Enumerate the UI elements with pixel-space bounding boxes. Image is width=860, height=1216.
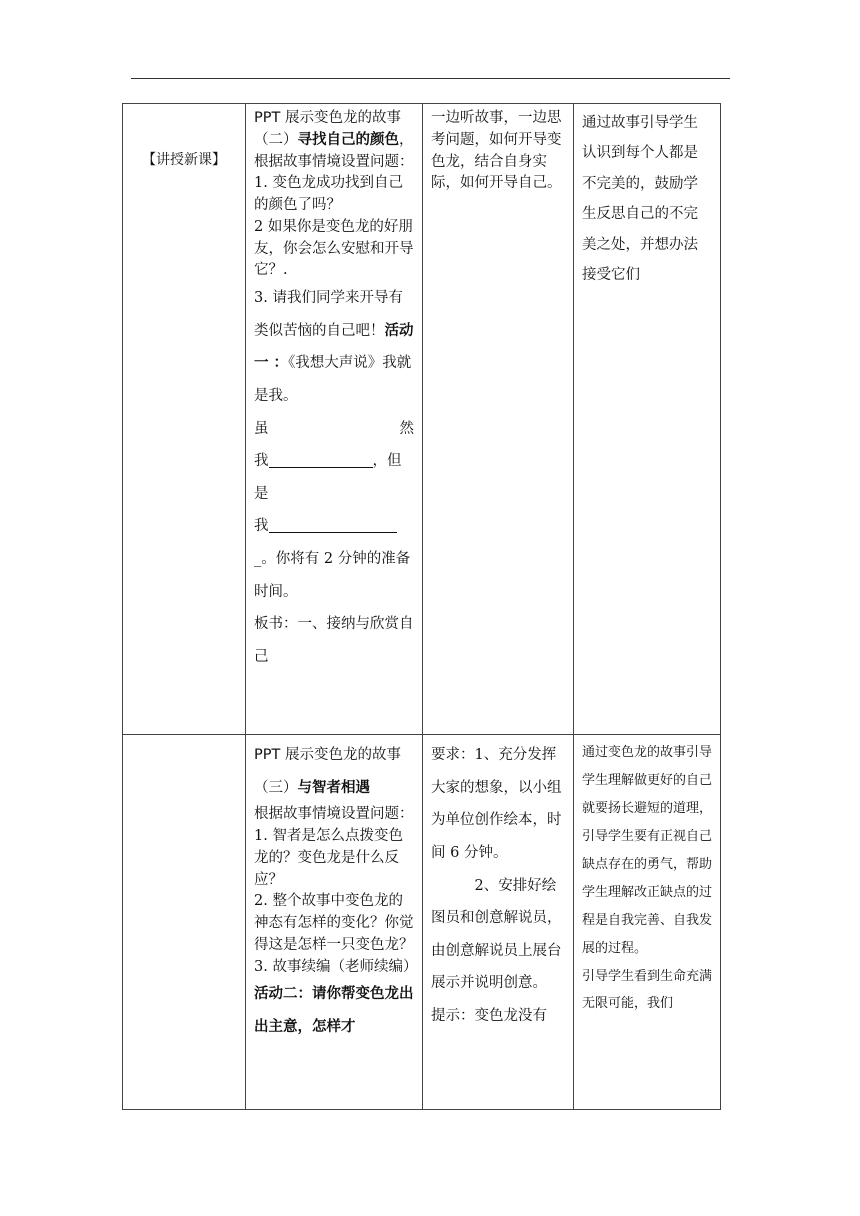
student-requirement-2: 2、安排好绘图员和创意解说员，由创意解说员上展台展示并说明创意。 <box>431 877 562 992</box>
story-title-bold: 寻找自己的颜色 <box>297 131 399 148</box>
design-intent-cell <box>574 104 721 735</box>
question-3-block: 3. 请我们同学来开导有类似苦恼的自己吧！活动一 ：《我想大声说》我就是我。 虽 然 我 ，但 是 我 _。你将有 2 分钟的准备时间。 板书：一、接纳与欣赏自己 <box>254 282 414 674</box>
student-activity-cell <box>423 735 574 1110</box>
prep-time: _。你将有 2 分钟的准备时间。 <box>254 551 411 600</box>
stage-cell <box>123 104 246 735</box>
teacher-intro: PPT 展示变色龙的故事（二）寻找自己的颜色，根据故事情境设置问题：1. 变色龙成功找到自己的颜色了吗？ <box>254 110 414 213</box>
fill-line-2: 我 <box>254 510 414 543</box>
teacher-intro: PPT 展示变色龙的故事（三）与智者相遇 <box>254 747 401 796</box>
fill-blank <box>269 451 373 468</box>
question-3: 3. 故事续编（老师续编） <box>254 958 418 975</box>
sui-ran-line: 虽 然 <box>254 420 414 437</box>
question-2: 2. 整个故事中变色龙的神态有怎样的变化？你觉得这是怎样一只变色龙？ <box>254 893 414 953</box>
teacher-questions: 根据故事情境设置问题：1. 智者是怎么点拨变色龙的？变色龙是什么反应？ <box>254 806 414 888</box>
design-intent-text: 通过变色龙的故事引导学生理解做更好的自己就要扬长避短的道理，引导学生要有正视自己缺点存在的勇气，帮助学生理解改正缺点的过程是自我完善、自我发展的过程。 <box>582 745 713 956</box>
activity-one-label: 活动一 ： <box>254 322 414 372</box>
fill-blank <box>269 516 397 533</box>
design-intent-cell <box>574 735 721 1110</box>
lesson-plan-table <box>122 103 721 1110</box>
student-hint: 提示：变色龙没有 <box>431 1008 547 1024</box>
design-intent-text-2: 引导学生看到生命充满无限可能，我们 <box>582 968 713 1012</box>
table-row <box>123 104 721 735</box>
stage-label: 【讲授新课】 <box>142 152 226 168</box>
design-intent-text: 通过故事引导学生认识到每个人都是不完美的，鼓励学生反思自己的不完美之处，并想办法接受它们 <box>582 115 698 284</box>
table-row <box>123 735 721 1110</box>
board-note: 板书：一、接纳与欣赏自己 <box>254 616 414 665</box>
header-rule <box>131 78 730 79</box>
stage-cell-empty <box>123 735 246 1110</box>
student-activity-text: 一边听故事，一边思考问题，如何开导变色龙，结合自身实际，如何开导自己。 <box>431 110 562 192</box>
teacher-activity-cell <box>246 104 423 735</box>
story-title-bold: 与智者相遇 <box>297 779 370 796</box>
question-2: 2 如果你是变色龙的好朋友，你会怎么安慰和开导它？. <box>254 218 414 279</box>
fill-line-1: 我 ，但 <box>254 453 402 470</box>
teacher-activity-cell <box>246 735 423 1110</box>
student-activity-cell <box>423 104 574 735</box>
activity-two-label: 活动二：请你帮变色龙出出主意，怎样才 <box>254 986 414 1035</box>
student-requirement: 要求：1、充分发挥大家的想象，以小组为单位创作绘本，时间 6 分钟。 <box>431 747 562 861</box>
